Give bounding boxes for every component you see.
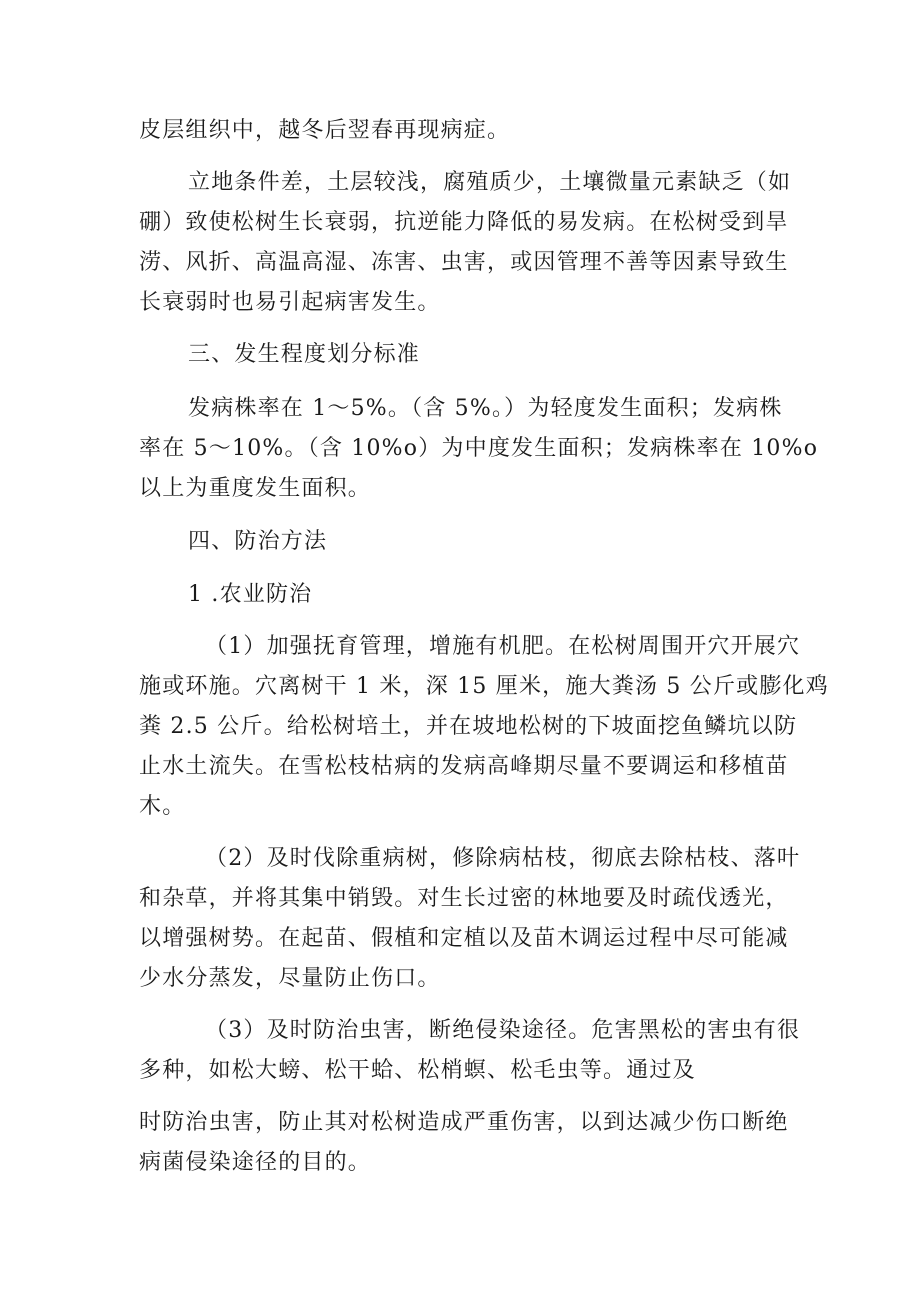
text-line: 施或环施。穴离树干 1 米，深 15 厘米，施大粪汤 5 公斤或膨化鸡 [139, 674, 829, 699]
text-line: 以上为重度发生面积。 [139, 476, 372, 501]
section-heading: 三、发生程度划分标准 [188, 342, 421, 367]
subsection-heading: 1 .农业防治 [188, 582, 313, 607]
text-line: 多种，如松大螃、松干蛤、松梢螟、松毛虫等。通过及 [139, 1058, 696, 1083]
text-line: 粪 2.5 公斤。给松树培土，并在坡地松树的下坡面挖鱼鳞坑以防 [139, 714, 798, 739]
section-heading: 四、防治方法 [188, 529, 328, 554]
text-line: 率在 5～10%。（含 10%o）为中度发生面积；发病株率在 10%o [139, 436, 819, 461]
text-line: 发病株率在 1～5%。（含 5%。）为轻度发生面积；发病株 [188, 396, 783, 421]
text-line: 木。 [139, 794, 186, 819]
text-line: （1）加强抚育管理，增施有机肥。在松树周围开穴开展穴 [205, 634, 801, 659]
text-line: 皮层组织中，越冬后翌春再现病症。 [139, 118, 511, 143]
text-line: 病菌侵染途径的目的。 [139, 1150, 372, 1175]
text-line: 止水土流失。在雪松枝枯病的发病高峰期尽量不要调运和移植苗 [139, 754, 789, 779]
text-line: 长衰弱时也易引起病害发生。 [139, 290, 441, 315]
text-line: 少水分蒸发，尽量防止伤口。 [139, 966, 441, 991]
text-line: （2）及时伐除重病树，修除病枯枝，彻底去除枯枝、落叶 [205, 846, 801, 871]
text-line: 时防治虫害，防止其对松树造成严重伤害，以到达减少伤口断绝 [139, 1110, 789, 1135]
text-line: 硼）致使松树生长衰弱，抗逆能力降低的易发病。在松树受到旱 [139, 210, 789, 235]
text-line: （3）及时防治虫害，断绝侵染途径。危害黑松的害虫有很 [205, 1018, 801, 1043]
text-line: 和杂草，并将其集中销毁。对生长过密的林地要及时疏伐透光， [139, 886, 789, 911]
text-line: 立地条件差，土层较浅，腐殖质少，土壤微量元素缺乏（如 [188, 170, 792, 195]
text-line: 涝、风折、高温高湿、冻害、虫害，或因管理不善等因素导致生 [139, 250, 789, 275]
text-line: 以增强树势。在起苗、假植和定植以及苗木调运过程中尽可能减 [139, 926, 789, 951]
